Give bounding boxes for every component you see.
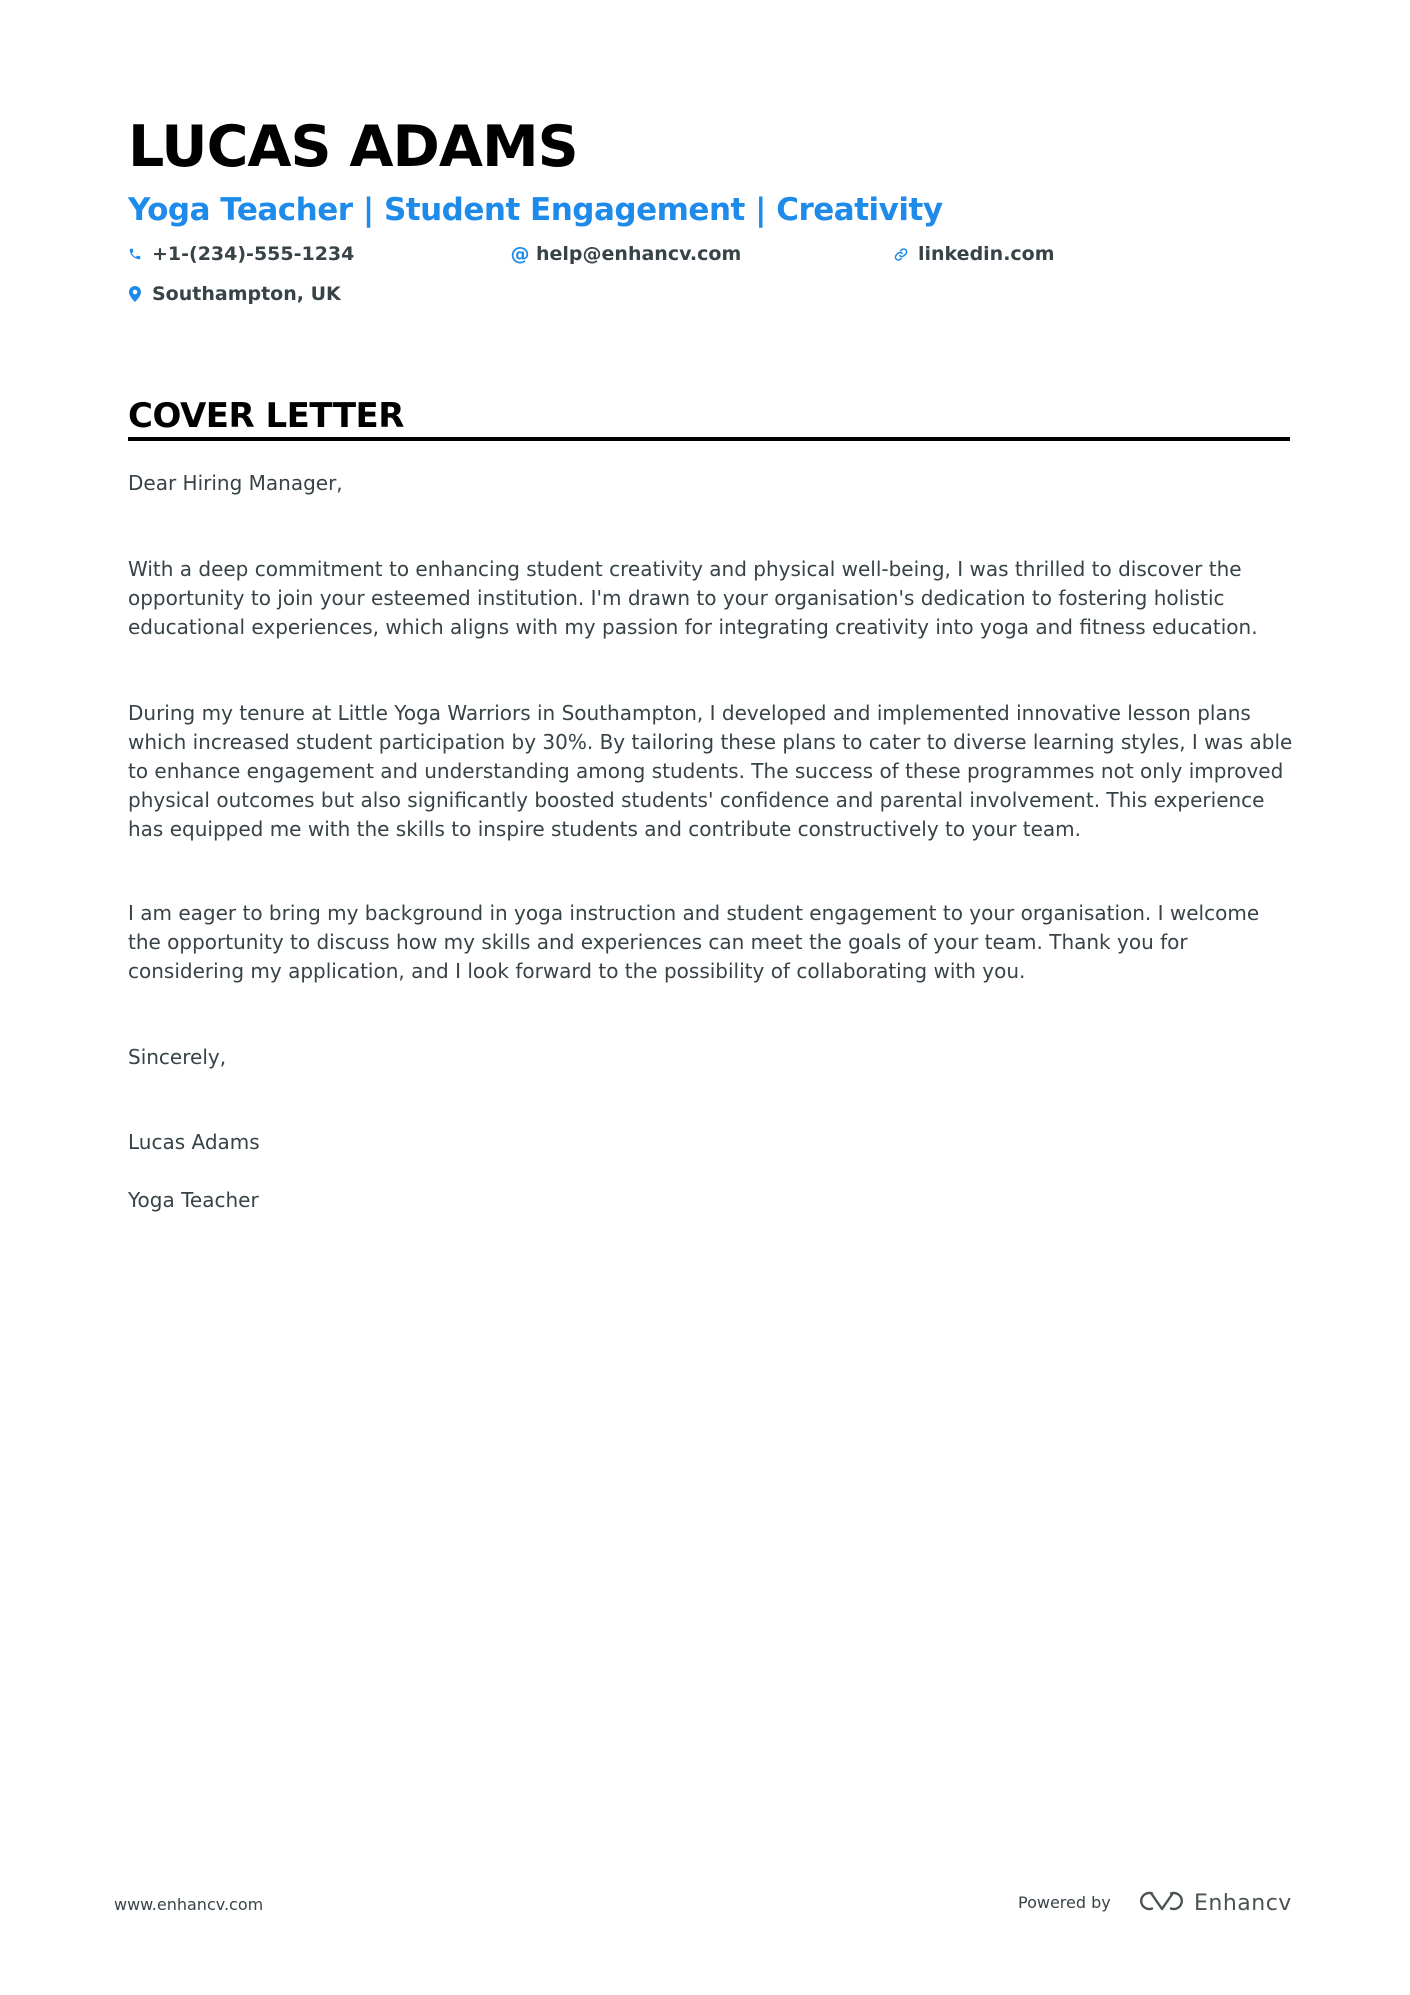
section-divider — [128, 437, 1290, 441]
signature-title: Yoga Teacher — [128, 1188, 259, 1212]
letter-closing: Sincerely, — [128, 1045, 227, 1069]
letter-paragraph-3: I am eager to bring my background in yoga instruction and student engagement to your organisation. I welcome the opportunity to discuss how my skills and experiences can meet the goals of your team. Thank you for considering my application, and I look forward to the possibility of collaborating with you. — [128, 901, 1260, 983]
at-icon: @ — [510, 243, 530, 265]
website-link[interactable]: linkedin.com — [918, 243, 1055, 265]
contact-website[interactable] — [894, 241, 1055, 267]
footer-url[interactable]: www.enhancv.com — [114, 1895, 264, 1914]
location-pin-icon — [128, 285, 142, 303]
signature-name: Lucas Adams — [128, 1130, 260, 1154]
letter-paragraph-2: During my tenure at Little Yoga Warriors in Southampton, I developed and implemented innovative lesson plans which increased student participation by 30%. By tailoring these plans to cater to diverse learning styles, I was able to enhance engagement and understanding among students. The success of these programmes not only improved physical outcomes but also significantly boosted students' confidence and parental involvement. This experience has equipped me with the skills to inspire students and contribute constructively to your team. — [128, 701, 1293, 841]
phone-icon — [128, 245, 142, 263]
enhancv-logo-icon — [1138, 1888, 1186, 1919]
letter-salutation: Dear Hiring Manager, — [128, 471, 343, 495]
contact-phone — [128, 241, 354, 267]
footer-brand-logo[interactable] — [1138, 1887, 1292, 1919]
letter-paragraph-1: With a deep commitment to enhancing student creativity and physical well-being, I was thrilled to discover the opportunity to join your esteemed institution. I'm drawn to your organisation's dedication to fostering holistic educational experiences, which aligns with my passion for integrating creativity into yoga and fitness education. — [128, 557, 1258, 639]
contact-location — [128, 281, 341, 307]
contact-email[interactable] — [512, 241, 741, 267]
email-address[interactable]: help@enhancv.com — [536, 243, 742, 265]
location-text: Southampton, UK — [152, 283, 341, 305]
link-icon — [894, 245, 908, 263]
section-title-cover-letter: COVER LETTER — [128, 396, 404, 436]
candidate-name: LUCAS ADAMS — [128, 114, 578, 180]
footer-brand-name: Enhancv — [1194, 1890, 1292, 1916]
candidate-headline: Yoga Teacher | Student Engagement | Creativity — [128, 192, 943, 228]
phone-number: +1-(234)-555-1234 — [152, 243, 355, 265]
footer-powered-by: Powered by — [1018, 1893, 1111, 1912]
